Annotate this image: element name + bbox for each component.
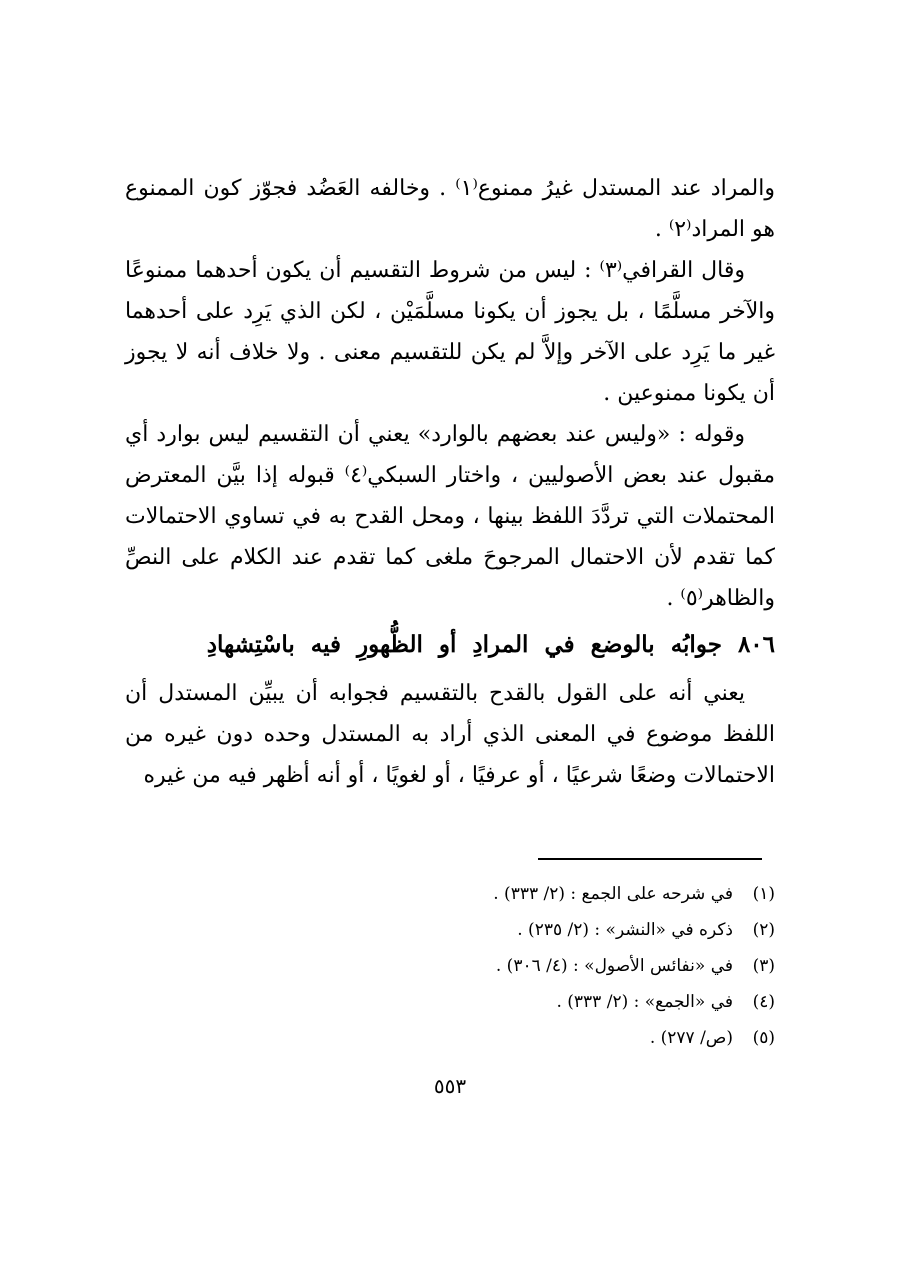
paragraph-3: وقوله : «وليس عند بعضهم بالوارد» يعني أن التقسيم ليس بوارد أي مقبول عند بعض الأصوليين ، واختار السبكي⁽٤⁾ قبوله إذا بيَّن المعترض المحتملات التي تردَّدَ اللفظ بينها ، ومحل القدح به في تساوي الاحتمالات كما تقدم لأن الاحتمال المرجوحَ ملغى كما تقدم عند الكلام على النصِّ والظاهر⁽٥⁾ . — [125, 422, 776, 611]
footnotes — [175, 876, 775, 1056]
verse-heading: ٨٠٦ جوابُه بالوضع في المرادِ أو الظُّهورِ فيه باسْتِشهادِ — [206, 631, 775, 658]
paragraph-4: يعني أنه على القول بالقدح بالتقسيم فجوابه أن يبيِّن المستدل أن اللفظ موضوع في المعنى الذي أراد به المستدل وحده دون غيره من الاحتمالات وضعًا شرعيًا ، أو عرفيًا ، أو لغويًا ، أو أنه أظهر فيه من غيره — [125, 681, 775, 788]
page-number: ٥٥٣ — [433, 1074, 467, 1098]
footnote-number: (٤) — [752, 992, 775, 1012]
footnote-item — [175, 984, 775, 1020]
footnote-text: (ص/ ٢٧٧) . — [649, 1028, 733, 1048]
footnote-item — [175, 1020, 775, 1056]
footnote-divider — [538, 858, 762, 860]
footnote-item — [175, 948, 775, 984]
paragraph-2: وقال القرافي⁽٣⁾ : ليس من شروط التقسيم أن يكون أحدهما ممنوعًا والآخر مسلَّمًا ، بل يجوز أن يكونا مسلَّمَيْن ، لكن الذي يَرِد على أحدهما غير ما يَرِد على الآخر وإلاَّ لم يكن للتقسيم معنى . ولا خلاف أنه لا يجوز أن يكونا ممنوعين . — [125, 258, 775, 406]
main-text — [125, 168, 775, 796]
paragraph-1: والمراد عند المستدل غيرُ ممنوع⁽١⁾ . وخالفه العَضُد فجوّز كون الممنوع هو المراد⁽٢⁾ . — [125, 176, 775, 242]
footnote-text: ذكره في «النشر» : (٢/ ٢٣٥) . — [517, 920, 733, 940]
footnote-number: (٣) — [752, 956, 775, 976]
footnote-item — [175, 876, 775, 912]
footnote-item — [175, 912, 775, 948]
footnote-text: في شرحه على الجمع : (٢/ ٣٣٣) . — [493, 884, 733, 904]
footnote-number: (٢) — [752, 920, 775, 940]
footnote-text: في «الجمع» : (٢/ ٣٣٣) . — [556, 992, 733, 1012]
footnote-text: في «نفائس الأصول» : (٤/ ٣٠٦) . — [495, 956, 733, 976]
footnote-number: (٥) — [752, 1028, 775, 1048]
footnote-number: (١) — [752, 884, 775, 904]
